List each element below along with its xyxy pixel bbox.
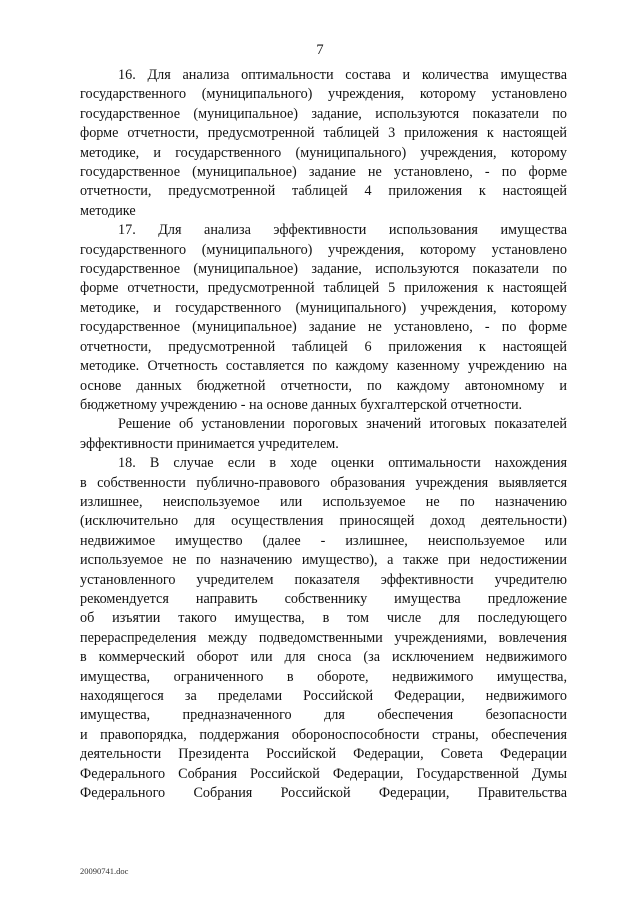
text-line: 18. В случае если в ходе оценки оптимальности нахождения	[118, 455, 567, 472]
text-line: используемое не по назначению имущество), а также при недостижении	[80, 552, 567, 569]
document-body	[80, 66, 567, 803]
text-line: имущества, предназначенного для обеспечения безопасности	[80, 707, 567, 724]
text-line: перераспределения между подведомственными учреждениями, вовлечения	[80, 629, 567, 646]
text-line: государственного (муниципального) учреждения, которому установлено	[80, 241, 567, 258]
text-line: бюджетному учреждению - на основе данных бухгалтерской отчетности.	[80, 396, 523, 413]
text-line: излишнее, неиспользуемое или используемое не по назначению	[80, 493, 567, 510]
text-line: установленного учредителем показателя эффективности учредителю	[80, 571, 567, 588]
text-line: находящегося за пределами Российской Федерации, недвижимого	[80, 688, 567, 704]
text-line: форме отчетности, предусмотренной таблицей 3 приложения к настоящей	[80, 125, 567, 142]
text-line: имущества, ограниченного в обороте, недвижимого имущества,	[80, 668, 567, 685]
text-line: государственное (муниципальное) задание не установлено, - по форме	[80, 319, 567, 336]
text-line: рекомендуется направить собственнику имущества предложение	[80, 590, 567, 607]
text-line: (исключительно для осуществления приносящей доход деятельности)	[80, 513, 567, 530]
paragraph-16	[80, 66, 567, 221]
text-line: отчетности, предусмотренной таблицей 6 приложения к настоящей	[80, 338, 567, 355]
paragraph-threshold-decision	[80, 415, 567, 454]
paragraph-17	[80, 221, 567, 415]
page-number: 7	[316, 42, 324, 58]
text-line: государственное (муниципальное) задание не установлено, - по форме	[80, 164, 567, 181]
text-line: 16. Для анализа оптимальности состава и количества имущества	[118, 67, 567, 83]
text-line: методике	[80, 202, 136, 219]
text-line: Федерального Собрания Российской Федерации, Государственной Думы	[80, 765, 567, 782]
text-line: форме отчетности, предусмотренной таблицей 5 приложения к настоящей	[80, 280, 567, 297]
text-line: методике. Отчетность составляется по каждому казенному учреждению на	[80, 358, 567, 375]
text-line: деятельности Президента Российской Федерации, Совета Федерации	[80, 746, 567, 763]
text-line: государственное (муниципальное) задание, используются показатели по	[80, 261, 567, 278]
text-line: в коммерческий оборот или для сноса (за исключением недвижимого	[80, 649, 567, 666]
text-line: методике, и государственного (муниципального) учреждения, которому	[80, 299, 567, 316]
text-line: 17. Для анализа эффективности использования имущества	[118, 222, 567, 239]
text-line: и правопорядка, поддержания обороноспособности страны, обеспечения	[80, 726, 567, 743]
text-line: государственного (муниципального) учреждения, которому установлено	[80, 86, 567, 103]
text-line: отчетности, предусмотренной таблицей 4 приложения к настоящей	[80, 183, 567, 200]
text-line: основе данных бюджетной отчетности, по каждому автономному и	[80, 377, 567, 394]
text-line: Решение об установлении пороговых значений итоговых показателей	[118, 416, 567, 433]
text-line: Федерального Собрания Российской Федерации, Правительства	[80, 785, 567, 802]
text-line: государственное (муниципальное) задание, используются показатели по	[80, 105, 567, 122]
footer-file-name: 20090741.doc	[80, 866, 129, 876]
text-line: недвижимое имущество (далее - излишнее, неиспользуемое или	[80, 532, 567, 549]
text-line: в собственности публично-правового образования учреждения выявляется	[80, 474, 567, 491]
text-line: методике, и государственного (муниципального) учреждения, которому	[80, 144, 567, 161]
text-line: об изъятии такого имущества, в том числе для последующего	[80, 610, 567, 627]
text-line: эффективности принимается учредителем.	[80, 435, 339, 452]
paragraph-18	[80, 454, 567, 803]
